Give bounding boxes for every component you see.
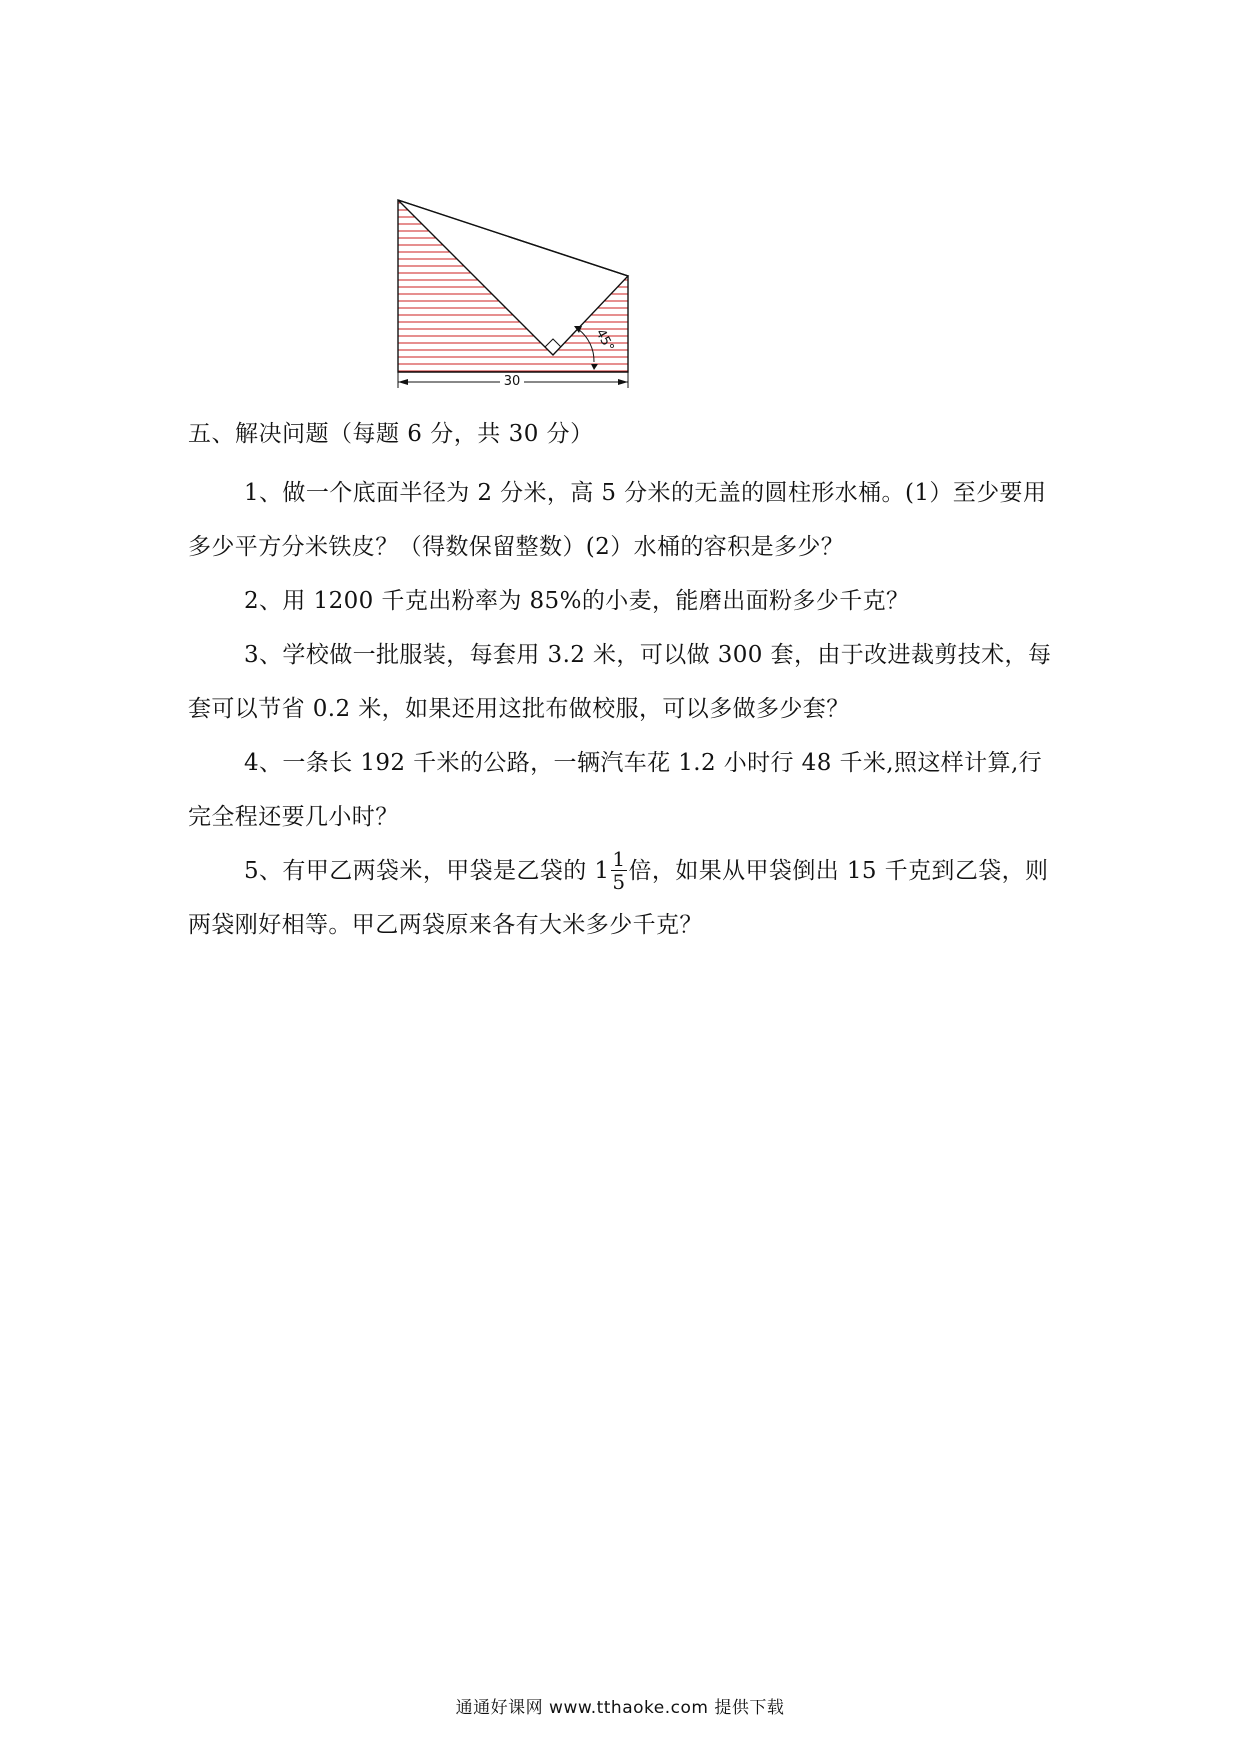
trapezoid-diagram <box>388 192 678 392</box>
angle-arrow-bottom <box>591 364 598 370</box>
inner-triangle <box>398 200 628 355</box>
fraction-denominator: 5 <box>612 869 626 894</box>
problem-2: 2、用 1200 千克出粉率为 85%的小麦，能磨出面粉多少千克？ <box>244 588 910 614</box>
problem-3: 3、学校做一批服装，每套用 3.2 米，可以做 300 套，由于改进裁剪技术，每套可以节省 0.2 米，如果还用这批布做校服，可以多做多少套？ <box>188 642 1052 722</box>
fraction-numerator: 1 <box>612 846 626 871</box>
geometry-figure <box>388 192 678 392</box>
dimension-label: 30 <box>503 374 521 389</box>
problem-list <box>188 466 1058 952</box>
problem-5-after: 倍，如果从甲袋倒出 15 千克到乙袋，则两袋刚好相等。甲乙两袋原来各有大米多少千克？ <box>188 858 1049 938</box>
problem-5 <box>188 844 1058 952</box>
dimension-arrow-left <box>398 379 408 385</box>
mixed-whole: 1 <box>594 858 610 884</box>
mixed-number <box>594 846 628 894</box>
angle-label: 45° <box>592 326 617 355</box>
problem-4: 4、一条长 192 千米的公路，一辆汽车花 1.2 小时行 48 千米,照这样计算,行完全程还要几小时？ <box>188 750 1043 830</box>
problem-1: 1、做一个底面半径为 2 分米，高 5 分米的无盖的圆柱形水桶。(1）至少要用多少平方分米铁皮？（得数保留整数）(2）水桶的容积是多少？ <box>188 480 1047 560</box>
section-title: 五、解决问题（每题 6 分，共 30 分） <box>188 421 594 447</box>
dimension-arrow-right <box>618 379 628 385</box>
fraction <box>611 848 626 893</box>
footer-source: 通通好课网 www.tthaoke.com 提供下载 <box>455 1698 785 1718</box>
problem-5-before: 5、有甲乙两袋米，甲袋是乙袋的 <box>244 858 595 884</box>
